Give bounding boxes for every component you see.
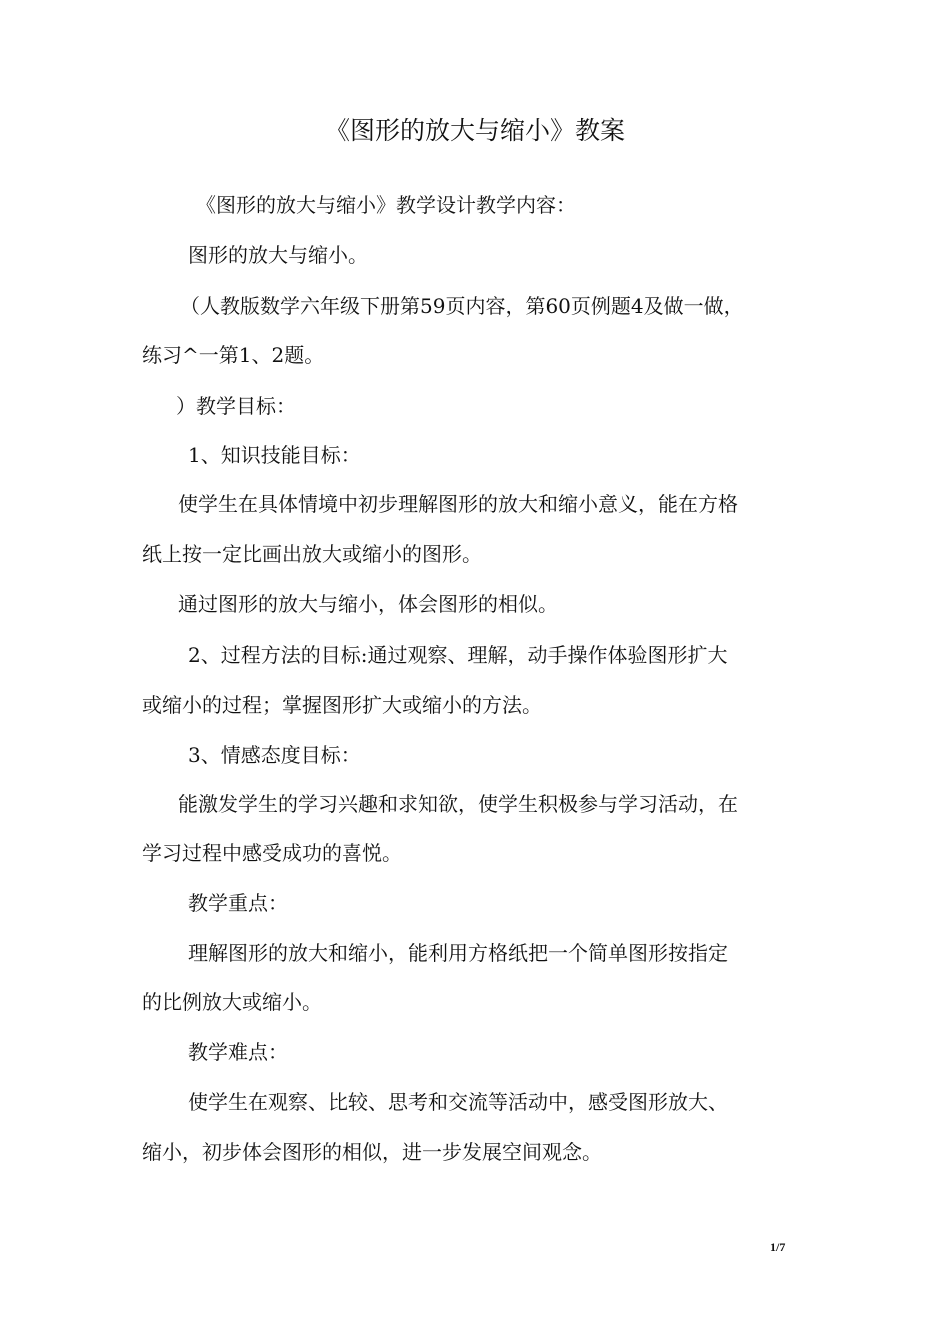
page-number: 1/7 (770, 1240, 786, 1254)
paragraph-line: 通过图形的放大与缩小，体会图形的相似。 (178, 592, 558, 616)
paragraph-line: 练习^一第1、2题。 (142, 343, 325, 367)
paragraph-line: 或缩小的过程；掌握图形扩大或缩小的方法。 (142, 693, 542, 717)
paragraph-line: 使学生在具体情境中初步理解图形的放大和缩小意义，能在方格 (178, 492, 738, 516)
paragraph-line: 教学重点： (188, 891, 288, 915)
paragraph-line: 图形的放大与缩小。 (188, 243, 368, 267)
paragraph-line: 使学生在观察、比较、思考和交流等活动中，感受图形放大、 (188, 1090, 728, 1114)
paragraph-line: 的比例放大或缩小。 (142, 990, 322, 1014)
paragraph-line: 《图形的放大与缩小》教学设计教学内容： (196, 193, 576, 217)
paragraph-line: 缩小，初步体会图形的相似，进一步发展空间观念。 (142, 1140, 602, 1164)
paragraph-line: 学习过程中感受成功的喜悦。 (142, 841, 402, 865)
paragraph-line: 1、知识技能目标： (188, 443, 361, 467)
paragraph-line: 2、过程方法的目标:通过观察、理解，动手操作体验图形扩大 (188, 643, 728, 667)
paragraph-line: ）教学目标： (176, 394, 296, 418)
document-title: 《图形的放大与缩小》教案 (324, 116, 625, 145)
paragraph-line: （人教版数学六年级下册第59页内容，第60页例题4及做一做， (180, 294, 744, 318)
paragraph-line: 3、情感态度目标： (188, 743, 361, 767)
paragraph-line: 能激发学生的学习兴趣和求知欲，使学生积极参与学习活动，在 (178, 792, 738, 816)
paragraph-line: 理解图形的放大和缩小，能利用方格纸把一个简单图形按指定 (188, 941, 728, 965)
paragraph-line: 教学难点： (188, 1040, 288, 1064)
paragraph-line: 纸上按一定比画出放大或缩小的图形。 (142, 542, 482, 566)
